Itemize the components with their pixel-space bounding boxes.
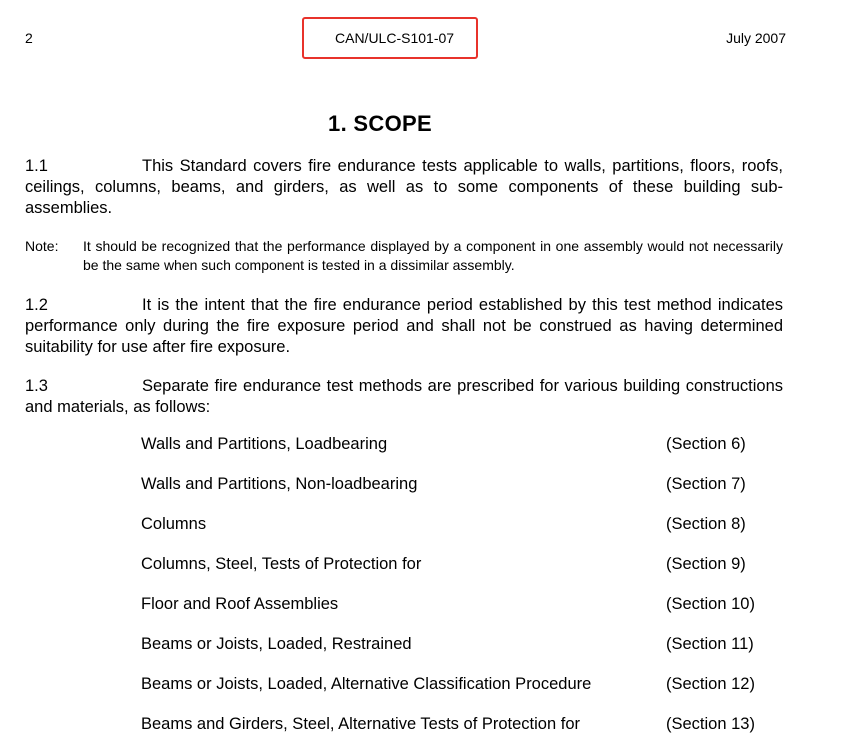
list-item-section: (Section 9) — [666, 555, 746, 573]
list-item-section: (Section 7) — [666, 475, 746, 493]
list-item — [141, 475, 781, 497]
list-item-label: Columns — [141, 515, 207, 533]
paragraph-text: It is the intent that the fire endurance period established by this test method indicates performance only during the fire exposure period and shall not be construed as having determined suitability for use after fire exposure. — [25, 296, 783, 356]
paragraph-1-1 — [25, 156, 783, 219]
list-item — [141, 635, 781, 657]
list-item-label: Beams and Girders, Steel, Alternative Tests of Protection for — [141, 715, 580, 733]
document-date: July 2007 — [726, 30, 786, 46]
paragraph-number: 1.3 — [25, 377, 48, 395]
note-label: Note: — [25, 238, 59, 254]
paragraph-number: 1.1 — [25, 157, 48, 175]
list-item — [141, 595, 781, 617]
list-item — [141, 715, 781, 737]
list-item-section: (Section 10) — [666, 595, 755, 613]
list-item-label: Walls and Partitions, Loadbearing — [141, 435, 388, 453]
section-title: 1. SCOPE — [328, 111, 432, 136]
list-item — [141, 435, 781, 457]
paragraph-1-3 — [25, 376, 783, 418]
list-item — [141, 675, 781, 697]
list-item-section: (Section 13) — [666, 715, 755, 733]
list-item-section: (Section 6) — [666, 435, 746, 453]
list-item — [141, 515, 781, 537]
list-item-section: (Section 8) — [666, 515, 746, 533]
paragraph-text: This Standard covers fire endurance tests applicable to walls, partitions, floors, roofs, ceilings, columns, beams, and girders, as well as to some components of these building sub-assemblies. — [25, 157, 783, 217]
list-item-label: Floor and Roof Assemblies — [141, 595, 339, 613]
list-item-section: (Section 11) — [666, 635, 754, 653]
list-item — [141, 555, 781, 577]
document-id: CAN/ULC-S101-07 — [335, 30, 455, 46]
page-number: 2 — [25, 30, 33, 46]
list-item-section: (Section 12) — [666, 675, 755, 693]
paragraph-number: 1.2 — [25, 296, 48, 314]
paragraph-text: Separate fire endurance test methods are prescribed for various building constructions and materials, as follows: — [25, 377, 783, 416]
note-text: It should be recognized that the performance displayed by a component in one assembly would not necessarily be the same when such component is tested in a dissimilar assembly. — [83, 238, 783, 273]
paragraph-1-2 — [25, 295, 783, 358]
list-item-label: Walls and Partitions, Non-loadbearing — [141, 475, 418, 493]
list-item-label: Columns, Steel, Tests of Protection for — [141, 555, 422, 573]
list-item-label: Beams or Joists, Loaded, Alternative Classification Procedure — [141, 675, 592, 693]
list-item-label: Beams or Joists, Loaded, Restrained — [141, 635, 412, 653]
